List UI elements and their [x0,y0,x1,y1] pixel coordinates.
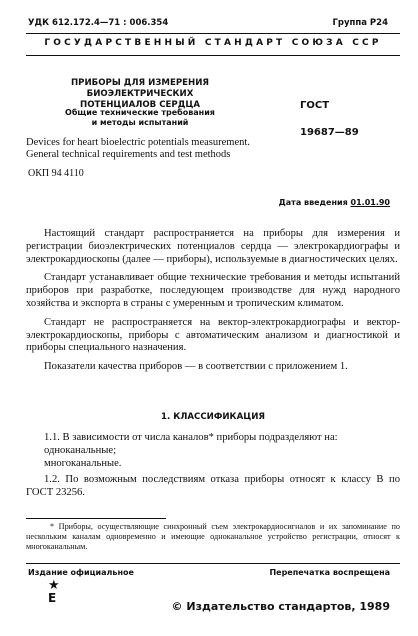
document-subtitle [60,108,220,128]
english-title-line-2: General technical requirements and test methods [26,149,231,160]
banner-rule [26,55,400,56]
title-line-2: ПОТЕНЦИАЛОВ СЕРДЦА [80,100,200,110]
section-heading: 1. КЛАССИФИКАЦИЯ [160,412,266,422]
publisher-copyright: © Издательство стандартов, 1989 [171,600,390,613]
group-code: Группа Р24 [332,18,388,28]
subtitle-line-1: Общие технические требования [65,108,215,117]
paragraph: Стандарт устанавливает общие технические требования и методы испытаний приборов при разработке, последующем производстве для нужд народного хозяйства и экспорта в страны с умеренным и тропическим климатом. [26,272,400,309]
english-title-line-1: Devices for heart bioelectric potentials measurement. [26,137,250,148]
list-item: многоканальные. [44,457,122,469]
list-item: одноканальные; [44,444,117,456]
title-line-1: ПРИБОРЫ ДЛЯ ИЗМЕРЕНИЯ БИОЭЛЕКТРИЧЕСКИХ [70,78,210,99]
top-rule [26,33,400,34]
effective-date [279,198,390,207]
star-icon: ★ [48,577,60,592]
edition-letter: Е [48,591,57,605]
clause-1-2: 1.2. По возможным последствиям отказа приборы относят к классу В по ГОСТ 23256. [26,474,400,499]
effective-date-label: Дата введения [278,198,348,207]
footnote-rule [26,518,166,519]
state-standard-banner: ГОСУДАРСТВЕННЫЙ СТАНДАРТ СОЮЗА ССР [44,38,382,48]
subtitle-line-2: и методы испытаний [91,118,189,127]
official-edition-label: Издание официальное [28,568,134,577]
udk-code: УДК 612.172.4—71 : 006.354 [28,18,169,28]
paragraph: Настоящий стандарт распространяется на приборы для измерения и регистрации биоэлектрических потенциалов сердца — электрокардиографы и электрокардиоскопы (далее — приборы), используемые в диагностических целях. [26,228,400,265]
effective-date-value: 01.01.90 [350,198,390,207]
footer-rule [26,563,400,564]
paragraph: Показатели качества приборов — в соответствии с приложением 1. [44,361,348,373]
clause-1-1: 1.1. В зависимости от числа каналов* приборы подразделяют на: [44,432,338,443]
english-title [26,137,326,161]
reprint-prohibited-label: Перепечатка воспрещена [269,568,390,577]
intro-text [26,228,400,374]
footnote [26,522,400,553]
footnote-text: * Приборы, осуществляющие синхронный съем электрокардиосигналов и их запоминание по нескольким каналам одновременно и имеющие одноканальное устройство регистрации, относят к многоканальным. [26,522,400,552]
paragraph: Стандарт не распространяется на вектор-электрокардиографы и вектор-электрокардиоскопы, приборы с автоматическим анализом и диагностикой и приборы специального назначения. [26,316,400,354]
gost-number: 19687—89 [300,127,359,138]
section-text [26,432,400,500]
gost-label: ГОСТ [300,100,330,111]
document-title [40,78,240,111]
okp-code: ОКП 94 4110 [28,168,84,179]
